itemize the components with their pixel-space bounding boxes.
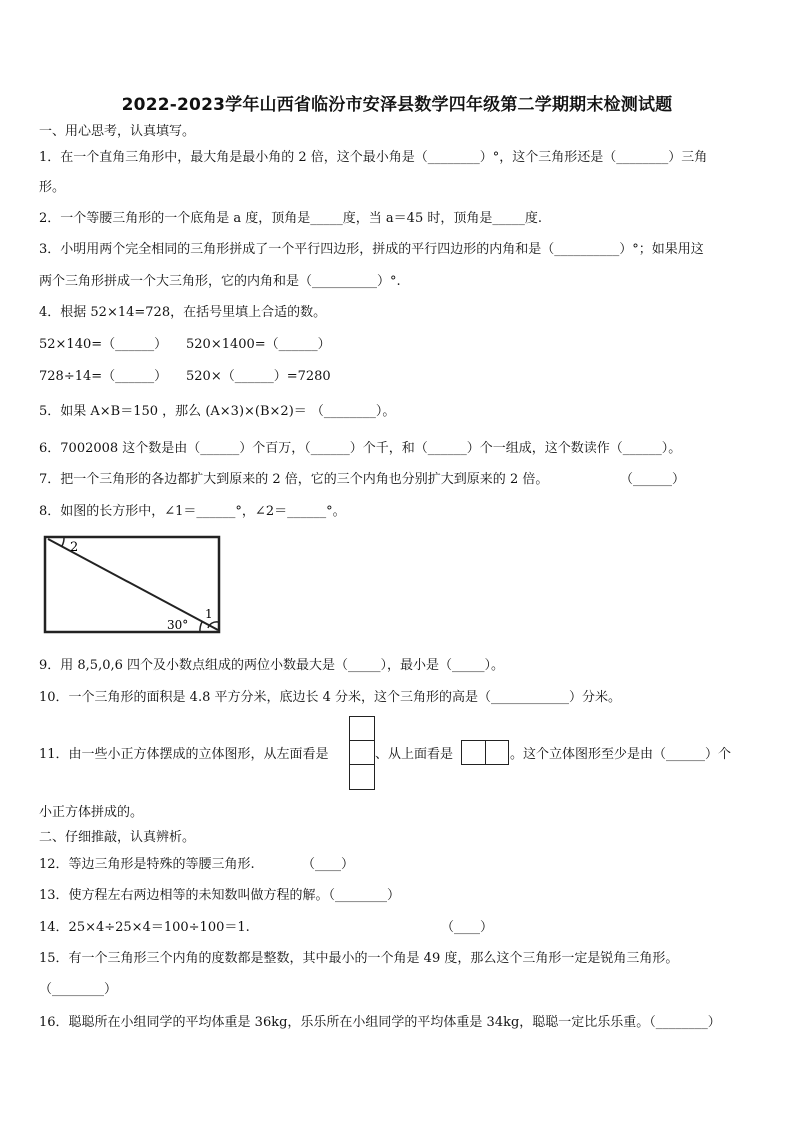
question-11-line-2: 小正方体拼成的。	[39, 805, 144, 820]
question-11-part-1: 11．由一些小正方体摆成的立体图形，从左面看是	[39, 747, 329, 762]
angle-30-label: 30°	[167, 618, 189, 632]
angle-30-arc	[200, 622, 202, 632]
left-view-cube-top	[349, 716, 375, 741]
question-3-line-1: 3．小明用两个完全相同的三角形拼成了一个平行四边形，拼成的平行四边形的内角和是（__________）°；如果用这	[39, 242, 704, 257]
question-9: 9．用 8,5,0,6 四个及小数点组成的两位小数最大是（_____），最小是（_____）。	[39, 658, 505, 673]
question-4-item-2: 520×1400=（______）	[186, 337, 331, 352]
section-1-heading: 一、用心思考，认真填写。	[39, 124, 196, 139]
top-view-cube-left	[461, 740, 486, 765]
question-11-part-3: 。这个立体图形至少是由（______）个	[510, 747, 732, 762]
left-view-cube-middle	[349, 740, 375, 765]
rectangle-figure	[40, 532, 225, 638]
angle-1-label: 1	[205, 607, 213, 621]
angle-2-arc	[62, 537, 64, 546]
question-4: 4．根据 52×14=728，在括号里填上合适的数。	[39, 305, 327, 320]
question-11-part-2: 、从上面看是	[375, 747, 454, 762]
question-7: 7．把一个三角形的各边都扩大到原来的 2 倍，它的三个内角也分别扩大到原来的 2 倍。	[39, 472, 549, 487]
question-10: 10．一个三角形的面积是 4.8 平方分米，底边长 4 分米，这个三角形的高是（____________）分米。	[39, 690, 622, 705]
question-4-item-1: 52×140=（______）	[39, 337, 168, 352]
question-12-answer-blank: （____）	[302, 857, 355, 872]
question-4-item-4: 520×（______）=7280	[186, 369, 331, 384]
question-1-line-1: 1．在一个直角三角形中，最大角是最小角的 2 倍，这个最小角是（________）°，这个三角形还是（________）三角	[39, 150, 708, 165]
top-view-figure	[461, 740, 509, 765]
question-7-answer-blank: （______）	[620, 472, 686, 487]
question-8: 8．如图的长方形中，∠1＝______°，∠2＝______°。	[39, 504, 346, 519]
question-16: 16．聪聪所在小组同学的平均体重是 36kg，乐乐所在小组同学的平均体重是 34kg，聪聪一定比乐乐重。（________）	[39, 1015, 721, 1030]
question-14-answer-blank: （____）	[441, 920, 494, 935]
left-view-cube-bottom	[349, 764, 375, 790]
question-14: 14．25×4÷25×4＝100÷100＝1.	[39, 920, 250, 935]
section-2-heading: 二、仔细推敲，认真辨析。	[39, 830, 196, 845]
question-13: 13．使方程左右两边相等的未知数叫做方程的解。（________）	[39, 888, 401, 903]
question-1-line-2: 形。	[39, 180, 66, 195]
question-15-line-1: 15．有一个三角形三个内角的度数都是整数，其中最小的一个角是 49 度，那么这个三角形一定是锐角三角形。	[39, 951, 679, 966]
question-12: 12．等边三角形是特殊的等腰三角形.	[39, 857, 255, 872]
question-4-item-3: 728÷14=（______）	[39, 369, 168, 384]
question-3-line-2: 两个三角形拼成一个大三角形，它的内角和是（__________）°.	[39, 274, 401, 289]
top-view-cube-right	[485, 740, 509, 765]
question-5: 5．如果 A×B＝150 ，那么 (A×3)×(B×2)＝ （________）。	[39, 404, 396, 419]
question-2: 2．一个等腰三角形的一个底角是 a 度，顶角是_____度，当 a＝45 时，顶角是_____度.	[39, 211, 542, 226]
question-6: 6．7002008 这个数是由（______）个百万，（______）个千，和（______）个一组成，这个数读作（______）。	[39, 441, 682, 456]
page-title: 2022-2023学年山西省临汾市安泽县数学四年级第二学期期末检测试题	[121, 95, 673, 115]
left-view-figure	[349, 716, 375, 790]
angle-2-label: 2	[70, 540, 79, 555]
question-15-answer-blank: （________）	[39, 982, 118, 997]
